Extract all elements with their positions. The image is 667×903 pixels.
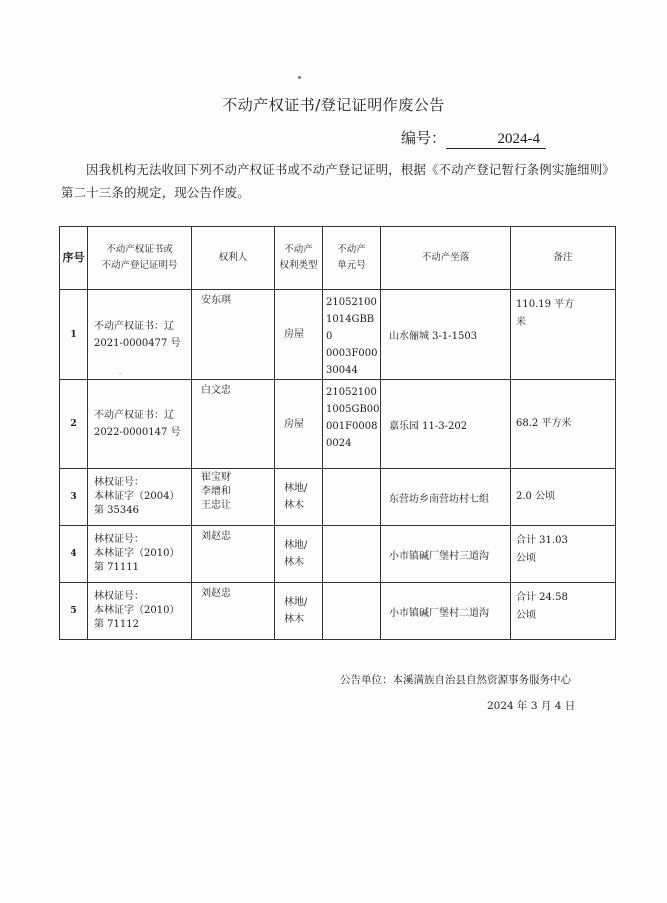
table-header-row <box>60 227 616 290</box>
location: 山水俪城 3-1-1503 <box>381 290 511 380</box>
owner <box>192 526 275 583</box>
unit-line1: 21052100 <box>326 387 377 398</box>
note-line1: 110.19 平方 <box>516 299 575 310</box>
page-title: 不动产权证书/登记证明作废公告 <box>222 96 445 114</box>
header-type-line2: 权利类型 <box>279 260 318 271</box>
table-row <box>60 469 616 526</box>
issue-date: 2024 年 3 月 4 日 <box>487 700 576 712</box>
cert-line1: 不动产权证书：辽 <box>94 410 174 421</box>
unit-line3: 0003F000 <box>326 348 378 359</box>
header-note: 备注 <box>511 227 616 290</box>
note-line2: 公顷 <box>516 553 536 564</box>
cert-line2: 本林证字（2010） <box>94 605 180 616</box>
cert-line1: 林权证号： <box>94 591 144 602</box>
type-line1: 房屋 <box>284 329 304 340</box>
unit-number <box>323 469 381 526</box>
cert-line2: 本林证字（2010） <box>94 548 180 559</box>
type-line1: 林地/ <box>284 483 308 494</box>
owner <box>192 290 275 380</box>
owner-line1: 崔宝财 <box>201 472 231 483</box>
owner-line1: 安东琪 <box>201 295 231 306</box>
right-type <box>275 380 323 469</box>
cert-line1: 林权证号： <box>94 534 144 545</box>
row-number: 1 <box>60 290 88 380</box>
unit-number <box>323 290 381 380</box>
location: 嘉乐园 11-3-202 <box>381 380 511 469</box>
header-type-line1: 不动产 <box>284 244 313 255</box>
type-line1: 房屋 <box>284 418 304 430</box>
unit-line1: 21052100 <box>326 297 377 308</box>
row-number: 3 <box>60 469 88 526</box>
document-number <box>401 127 546 149</box>
type-line1: 林地/ <box>284 540 308 551</box>
document-number-value: 2024-4 <box>446 131 546 149</box>
unit-line3: 001F0008 <box>326 421 378 432</box>
right-type <box>275 290 323 380</box>
owner <box>192 380 275 469</box>
cert-line3: 第 71112 <box>94 619 139 630</box>
owner-line1: 刘赵忠 <box>201 531 231 542</box>
owner <box>192 583 275 640</box>
note <box>511 526 616 583</box>
note-line1: 合计 31.03 <box>516 535 568 546</box>
unit-line2: 1005GB00 <box>326 404 380 415</box>
owner <box>192 469 275 526</box>
cert-number <box>88 526 192 583</box>
note <box>511 290 616 380</box>
intro-paragraph: 因我机构无法收回下列不动产权证书或不动产登记证明，根据《不动产登记暂行条例实施细则》第二十三条的规定，现公告作废。 <box>61 162 615 200</box>
owner-line2: 李增和 <box>201 486 231 497</box>
right-type <box>275 526 323 583</box>
header-unit-line2: 单元号 <box>337 260 366 271</box>
document-number-label: 编号： <box>401 129 447 147</box>
note-line2: 米 <box>516 317 526 328</box>
scan-mark: · <box>119 370 122 378</box>
header-cert <box>88 227 192 290</box>
note <box>511 469 616 526</box>
header-unit-line1: 不动产 <box>337 244 366 255</box>
location: 小市镇碱厂堡村二道沟 <box>381 583 511 640</box>
issuer: 公告单位：本溪满族自治县自然资源事务服务中心 <box>340 674 571 686</box>
type-line1: 林地/ <box>284 597 308 608</box>
invalidation-table <box>59 226 616 640</box>
note-line2: 公顷 <box>516 610 536 621</box>
cert-line3: 第 71111 <box>94 562 139 573</box>
row-number: 4 <box>60 526 88 583</box>
header-owner: 权利人 <box>192 227 275 290</box>
header-location: 不动产坐落 <box>381 227 511 290</box>
type-line2: 林木 <box>284 614 304 625</box>
unit-line2: 1014GBB0 <box>326 314 375 342</box>
header-unit <box>323 227 381 290</box>
right-type <box>275 469 323 526</box>
owner-line1: 刘赵忠 <box>201 588 231 599</box>
note-line1: 合计 24.58 <box>516 592 568 603</box>
cert-line2: 本林证字（2004） <box>94 491 180 502</box>
table-row <box>60 380 616 469</box>
note <box>511 380 616 469</box>
note-line1: 68.2 平方米 <box>516 418 572 429</box>
cert-number <box>88 380 192 469</box>
cert-line2: 2021-0000477 号 <box>94 337 181 349</box>
unit-number <box>323 380 381 469</box>
cert-number <box>88 290 192 380</box>
cert-line3: 第 35346 <box>94 505 139 516</box>
owner-line1: 白文忠 <box>201 385 231 396</box>
right-type <box>275 583 323 640</box>
header-type <box>275 227 323 290</box>
cert-line1: 林权证号： <box>94 477 144 488</box>
owner-line3: 王忠让 <box>201 500 231 511</box>
type-line2: 林木 <box>284 557 304 568</box>
table-row <box>60 290 616 380</box>
location: 东营坊乡南营坊村七组 <box>381 469 511 526</box>
row-number: 5 <box>60 583 88 640</box>
table-row <box>60 583 616 640</box>
cert-number <box>88 469 192 526</box>
cert-line2: 2022-0000147 号 <box>94 427 181 438</box>
unit-number <box>323 526 381 583</box>
note <box>511 583 616 640</box>
row-number: 2 <box>60 380 88 469</box>
table-row <box>60 526 616 583</box>
unit-number <box>323 583 381 640</box>
type-line2: 林木 <box>284 500 304 511</box>
note-line1: 2.0 公顷 <box>516 491 556 502</box>
header-seq: 序号 <box>60 227 88 290</box>
unit-line4: 0024 <box>326 438 352 449</box>
header-cert-line1: 不动产权证书或 <box>106 244 173 255</box>
header-cert-line2: 不动产登记证明号 <box>101 260 178 271</box>
cert-line1: 不动产权证书：辽 <box>94 320 174 332</box>
cert-number <box>88 583 192 640</box>
location: 小市镇碱厂堡村三道沟 <box>381 526 511 583</box>
unit-line4: 30044 <box>326 365 358 376</box>
scan-speck <box>298 76 301 79</box>
